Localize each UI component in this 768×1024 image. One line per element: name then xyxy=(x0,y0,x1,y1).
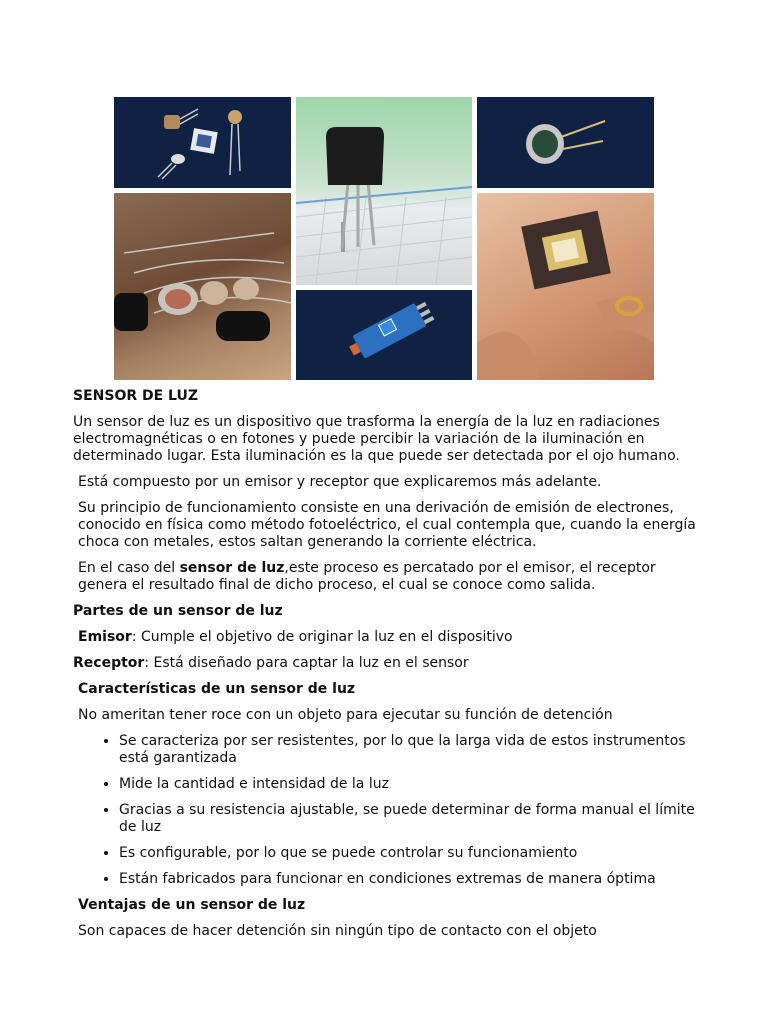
features-heading: Características de un sensor de luz xyxy=(78,681,356,697)
features-list xyxy=(73,733,703,888)
case-paragraph: En el caso del sensor de luz,este proceso es percatado por el emisor, el receptor genera el resultado final de dicho proceso, el cual se conoce como salida. xyxy=(78,560,656,593)
photo-phototransistor-breadboard xyxy=(296,97,472,285)
list-item: • Están fabricados para funcionar en condiciones extremas de manera óptima xyxy=(119,871,703,888)
advantages-paragraph: Son capaces de hacer detención sin ningún tipo de contacto con el objeto xyxy=(78,923,597,939)
emisor-paragraph: Emisor: Cumple el objetivo de originar la luz en el dispositivo xyxy=(78,629,513,645)
composition-paragraph: Está compuesto por un emisor y receptor que explicaremos más adelante. xyxy=(78,474,602,490)
sensor-term: sensor de luz xyxy=(179,560,285,576)
list-item: • Se caracteriza por ser resistentes, por lo que la larga vida de estos instrumentos está garantizada xyxy=(119,733,703,767)
sensor-photo-collage xyxy=(114,97,654,380)
receptor-paragraph: Receptor: Está diseñado para captar la luz en el sensor xyxy=(73,655,469,671)
parts-heading: Partes de un sensor de luz xyxy=(73,603,283,619)
photo-chip-sensor-in-hand xyxy=(477,193,654,380)
photo-light-sensor-module xyxy=(296,290,472,380)
advantages-heading: Ventajas de un sensor de luz xyxy=(78,897,306,913)
photo-assorted-sensors xyxy=(114,97,291,188)
photo-ldr-photoresistors xyxy=(114,193,291,380)
list-item: • Mide la cantidad e intensidad de la luz xyxy=(119,776,703,793)
intro-paragraph: Un sensor de luz es un dispositivo que trasforma la energía de la luz en radiaciones electromagnéticas o en fotones y puede percibir la variación de la iluminación en determinado lugar. Esta iluminación es la que puede ser detectada por el ojo humano. xyxy=(73,414,680,464)
photo-metal-can-sensor xyxy=(477,97,654,188)
list-item: • Gracias a su resistencia ajustable, se puede determinar de forma manual el límite de luz xyxy=(119,802,703,836)
page-title: SENSOR DE LUZ xyxy=(73,388,199,404)
article-body xyxy=(73,388,703,949)
principle-paragraph: Su principio de funcionamiento consiste en una derivación de emisión de electrones, conocido en física como método fotoeléctrico, el cual contempla que, cuando la energía choca con metales, estos saltan generando la corriente eléctrica. xyxy=(78,500,696,550)
features-intro: No ameritan tener roce con un objeto para ejecutar su función de detención xyxy=(78,707,613,723)
list-item: • Es configurable, por lo que se puede controlar su funcionamiento xyxy=(119,845,703,862)
